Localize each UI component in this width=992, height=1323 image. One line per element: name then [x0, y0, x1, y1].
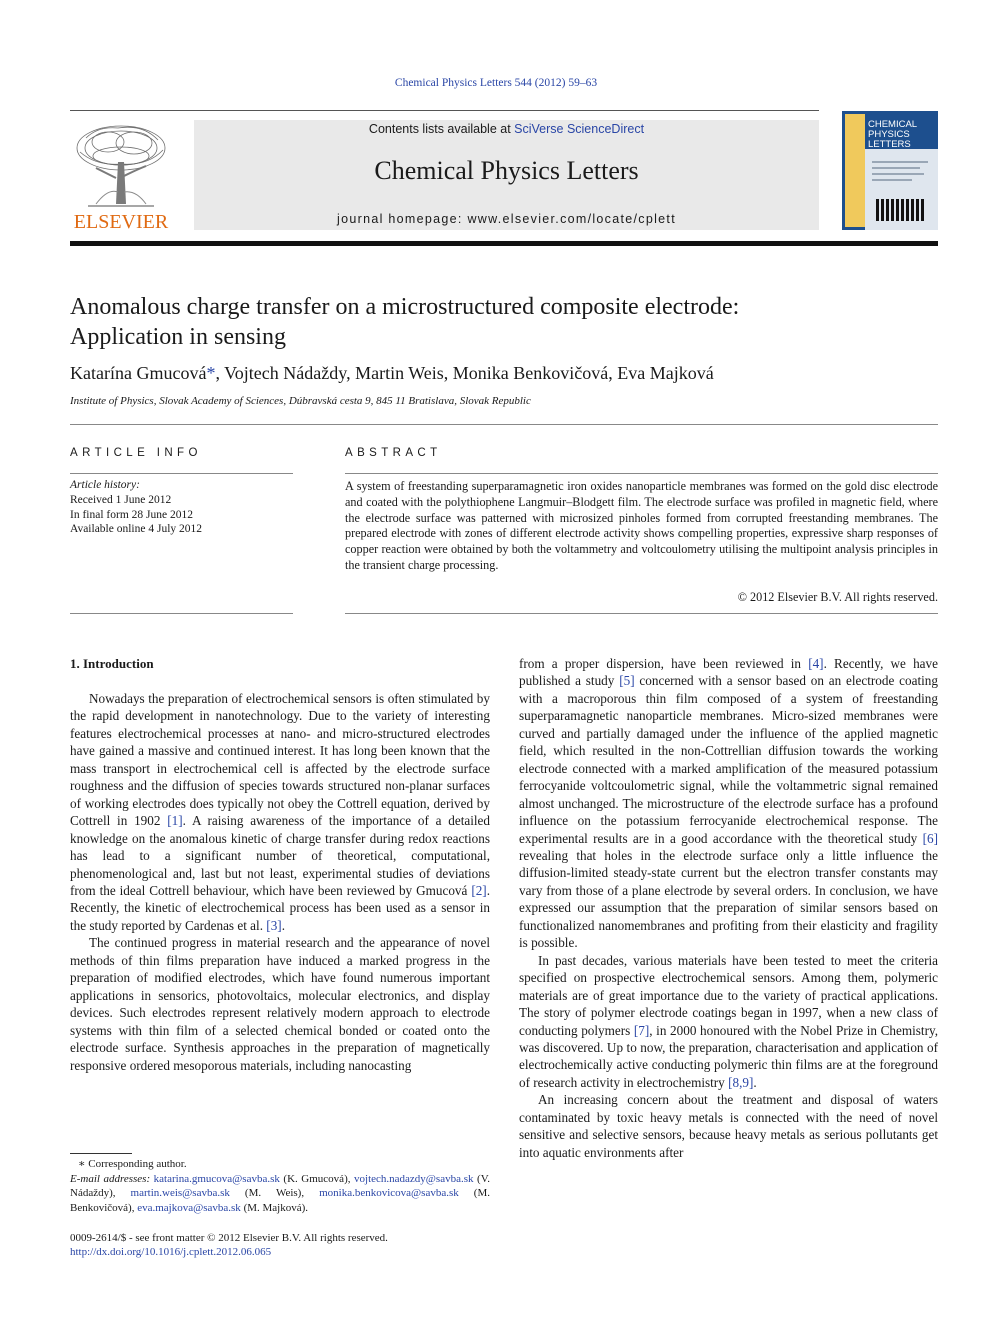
body-column-right — [519, 655, 938, 1161]
journal-homepage[interactable]: journal homepage: www.elsevier.com/locate/cplett — [337, 212, 676, 226]
author-list: Katarína Gmucová*, Vojtech Nádaždy, Martin Weis, Monika Benkovičová, Eva Majková — [70, 363, 714, 383]
sciencedirect-link[interactable]: SciVerse ScienceDirect — [514, 122, 645, 136]
paragraph: Nowadays the preparation of electrochemical sensors is often stimulated by the rapid development in nanotechnology. Due to the variety of interesting features electrochemical processes at nano- and micro-structured electrodes have gained a massive and continued interest. It has long been known that the mass transport in electrochemical cell is affected by the electrode surface roughness and the diffusion of species towards structured non-planar surfaces of working electrodes does typically not obey the Cottrell equation, derived by Cottrell in 1902 [1]. A raising awareness of the importance of a detailed knowledge on the anomalous kinetic of charge transfer during redox reactions has lead to a significant number of theoretical, computational, phenomenological and, last but not least, experimental studies of deviations from the ideal Cottrell behaviour, which have been reviewed by Gmucová [2]. Recently, the kinetic of electrochemical process has been used as a sensor in the study reported by Cardenas et al. [3]. — [70, 691, 490, 933]
section-heading-introduction: 1. Introduction — [70, 656, 154, 671]
elsevier-wordmark: ELSEVIER — [73, 211, 169, 232]
cover-line-2: PHYSICS — [868, 129, 910, 140]
footnotes — [70, 1157, 490, 1215]
article-title: Anomalous charge transfer on a microstructured composite electrode: Application in sensing — [70, 294, 740, 350]
header-rule — [70, 110, 819, 111]
header-thick-rule — [70, 241, 938, 246]
paragraph: from a proper dispersion, have been reviewed in [4]. Recently, we have published a study [5] concerned with a sensor based on an electrode coating with a macroporous thin film composed of a system of freestanding superparamagnetic nanoparticle membranes. Micro-sized membranes were curved and partially damaged under the influence of the applied magnetic field, which resulted in the non-Cottrellian diffusion towards the working electrode connected with a marked amplification of the measured potassium ferrocyanide voltcoulometric signal, while the voltammetric signal remained almost unchanged. The microstructure of the electrode surface has a profound influence on the potassium ferrocyanide electrochemical response. The experimental results are in a good accordance with the theoretical study [6] revealing that holes in the electrode surface only a little influence the diffusion-limited steady-state current but the electron transfer constants may vary from those of a plane electrode by several orders. In conclusion, we have expressed our assumption that the preparation of similar sensors based on functionalized nanomembranes and profiting from their elasticity and fragility is possible. — [519, 656, 938, 951]
paragraph: The continued progress in material research and the appearance of novel methods of thin films preparation have induced a marked progress in the preparation of modified electrodes, which have found numerous important applications in sensorics, photovoltaics, molecular electronics, and display devices. Such electrodes represent relatively modern approach to electrode systems with thin film of a selected chemical bonded or coated onto the electrode surface. Synthesis approaches in the preparation of magnetically responsive ordered mesoporous materials, including nanocasting — [70, 935, 490, 1073]
citation-link[interactable]: [5] — [619, 673, 635, 689]
email-link[interactable]: monika.benkovicova@savba.sk — [319, 1187, 459, 1200]
abstract-text: A system of freestanding superparamagnetic iron oxides nanoparticle membranes was formed on the gold disc electrode and coated with the polythiophene Langmuir–Blodgett film. The electrode surface was profiled in magnetic field, where the electrode surface was patterned with microsized pinholes formed from corrupted freestanding membranes. The prepared electrode with zones of different electrode activity shows compelling properties, expressive sharp responses of copper reaction were obtained by both the voltammetry and voltcoulometry utilising the multipoint analysis principles in the transient charge processing. — [345, 479, 938, 572]
email-link[interactable]: eva.majkova@savba.sk — [137, 1201, 241, 1214]
cover-line-3: LETTERS — [868, 139, 911, 150]
footnote-rule — [70, 1153, 132, 1154]
citation-link[interactable]: [6] — [922, 830, 938, 846]
article-info-heading: ARTICLE INFO — [70, 447, 202, 459]
citation-link[interactable]: [2] — [471, 882, 487, 898]
abstract-rule — [345, 473, 938, 474]
issn-line: 0009-2614/$ - see front matter © 2012 Elsevier B.V. All rights reserved. — [70, 1232, 388, 1244]
corresponding-author-note: ∗ Corresponding author. — [78, 1158, 187, 1170]
abstract-bottom-rule — [345, 613, 938, 614]
title-rule — [70, 424, 938, 425]
contents-line: Contents lists available at SciVerse ScienceDirect — [368, 122, 645, 136]
paragraph: In past decades, various materials have been tested to meet the criteria specified on prospective electrochemical sensors. Among them, polymeric materials are of great importance due to the variety of practical applications. The story of polymer electrode coatings began in 1997, when a new class of conducting polymers [7], in 2000 honoured with the Nobel Prize in Chemistry, was discovered. Up to now, the preparation, characterisation and application of electrochemically active conducting polymeric thin films are at the foreground of research activity in electrochemistry [8,9]. — [519, 952, 938, 1090]
citation-link[interactable]: [4] — [808, 656, 824, 671]
email-link[interactable]: vojtech.nadazdy@savba.sk — [354, 1172, 474, 1185]
article-info-rule — [70, 473, 293, 474]
body-column-left — [70, 690, 490, 1074]
paragraph: An increasing concern about the treatment and disposal of waters contaminated by toxic heavy metals is connected with the need of novel sensitive and selective sensors, because heavy metals as serious pollutants get into aquatic environments after — [519, 1092, 938, 1160]
email-link[interactable]: martin.weis@savba.sk — [130, 1187, 230, 1200]
journal-citation[interactable]: Chemical Physics Letters 544 (2012) 59–63 — [394, 77, 598, 89]
corresponding-author-mark[interactable]: * — [206, 363, 216, 383]
email-link[interactable]: katarina.gmucova@savba.sk — [153, 1172, 280, 1185]
abstract-copyright: © 2012 Elsevier B.V. All rights reserved. — [737, 590, 938, 604]
front-matter-info — [70, 1231, 388, 1260]
publisher-logo — [68, 118, 174, 232]
email-addresses: E-mail addresses: katarina.gmucova@savba.sk (K. Gmucová), vojtech.nadazdy@savba.sk (V. Nádaždy), martin.weis@savba.sk (M. Weis), monika.benkovicova@savba.sk (M. Benkovičová), eva.majkova@savba.sk (M. Majková). — [70, 1172, 490, 1214]
citation-link[interactable]: [3] — [266, 917, 282, 933]
cover-line-1: CHEMICAL — [868, 119, 918, 130]
abstract-heading: ABSTRACT — [345, 447, 442, 459]
journal-cover-thumbnail — [842, 111, 938, 230]
journal-title: Chemical Physics Letters — [374, 156, 639, 185]
citation-link[interactable]: [7] — [633, 1022, 650, 1038]
doi-link[interactable]: http://dx.doi.org/10.1016/j.cplett.2012.06.065 — [70, 1246, 272, 1259]
affiliation: Institute of Physics, Slovak Academy of Sciences, Dúbravská cesta 9, 845 11 Bratislava, Slovak Republic — [70, 395, 531, 407]
article-info-bottom-rule — [70, 613, 293, 614]
citation-link[interactable]: [8,9] — [728, 1074, 754, 1090]
article-history: Article history: Received 1 June 2012 In final form 28 June 2012 Available online 4 July 2012 — [70, 479, 203, 536]
tree-emblem-icon — [68, 118, 174, 232]
citation-link[interactable]: [1] — [167, 813, 183, 829]
